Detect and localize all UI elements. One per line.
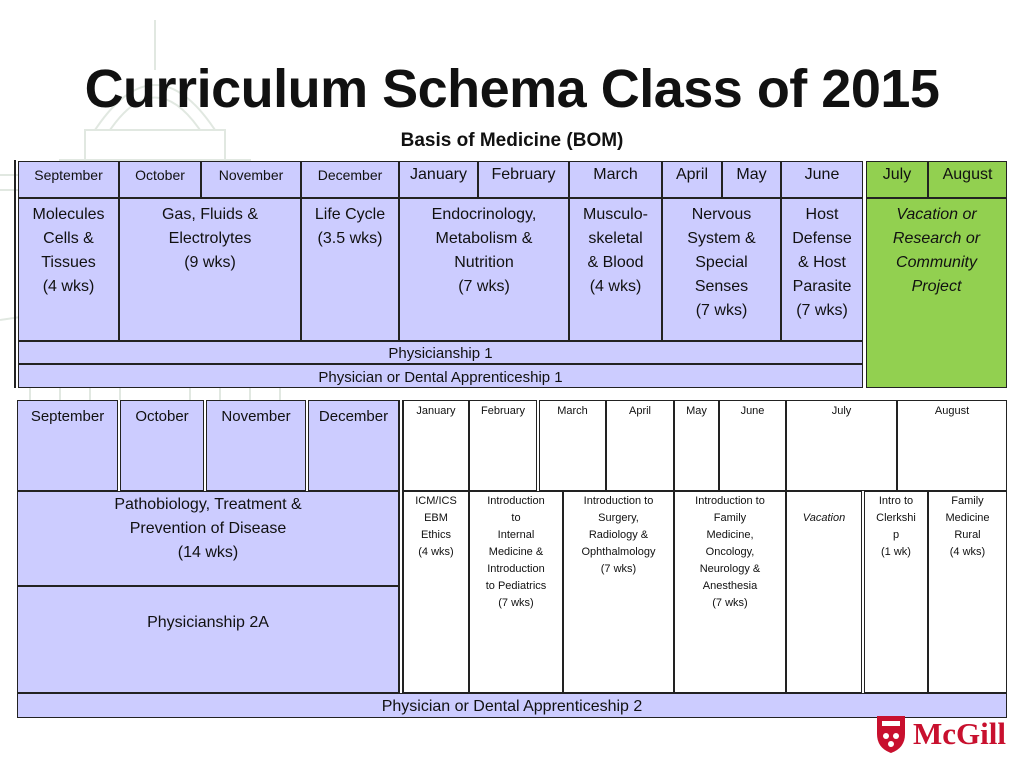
y1-month-april: April bbox=[662, 161, 722, 198]
y1-month-july: July bbox=[866, 161, 928, 198]
y2-course-intro-clerkship: Intro to Clerkshi p (1 wk) bbox=[864, 491, 928, 693]
y2-course-surgery: Introduction to Surgery, Radiology & Ophthalmology (7 wks) bbox=[563, 491, 674, 693]
y1-course-gas-fluids: Gas, Fluids & Electrolytes (9 wks) bbox=[119, 198, 301, 341]
y1-month-january: January bbox=[399, 161, 478, 198]
y1-physicianship: Physicianship 1 bbox=[18, 341, 863, 364]
y2-month-october: October bbox=[120, 400, 204, 491]
y1-month-december: December bbox=[301, 161, 399, 198]
y2-month-december: December bbox=[308, 400, 399, 491]
y1-month-november: November bbox=[201, 161, 301, 198]
y2-month-may: May bbox=[674, 400, 719, 491]
y1-month-october: October bbox=[119, 161, 201, 198]
y1-apprenticeship: Physician or Dental Apprenticeship 1 bbox=[18, 364, 863, 388]
y1-month-september: September bbox=[18, 161, 119, 198]
y1-course-nervous-system: Nervous System & Special Senses (7 wks) bbox=[662, 198, 781, 341]
y1-month-march: March bbox=[569, 161, 662, 198]
y2-month-june: June bbox=[719, 400, 786, 491]
y2-course-family-medicine: Introduction to Family Medicine, Oncology, Neurology & Anesthesia (7 wks) bbox=[674, 491, 786, 693]
mcgill-logo bbox=[875, 712, 1006, 756]
y2-physicianship-2a: Physicianship 2A bbox=[17, 586, 399, 693]
y1-month-may: May bbox=[722, 161, 781, 198]
y1-month-february: February bbox=[478, 161, 569, 198]
y2-pathobiology: Pathobiology, Treatment & Prevention of Disease (14 wks) bbox=[17, 491, 399, 586]
y1-month-august: August bbox=[928, 161, 1007, 198]
y1-vacation-research: Vacation or Research or Community Project bbox=[866, 198, 1007, 388]
y1-course-endocrinology: Endocrinology, Metabolism & Nutrition (7 wks) bbox=[399, 198, 569, 341]
y2-month-july: July bbox=[786, 400, 897, 491]
y1-course-molecules: Molecules Cells & Tissues (4 wks) bbox=[18, 198, 119, 341]
y2-apprenticeship: Physician or Dental Apprenticeship 2 bbox=[17, 693, 1007, 718]
y2-course-family-medicine-rural: Family Medicine Rural (4 wks) bbox=[928, 491, 1007, 693]
year2-center-divider bbox=[399, 400, 403, 693]
mcgill-crest-icon bbox=[875, 714, 907, 754]
year1-left-border bbox=[14, 160, 16, 388]
y2-month-february: February bbox=[469, 400, 537, 491]
y2-month-september: September bbox=[17, 400, 118, 491]
y2-month-march: March bbox=[539, 400, 606, 491]
y2-month-april: April bbox=[606, 400, 674, 491]
mcgill-wordmark: McGill bbox=[913, 716, 1006, 751]
y2-course-icm-ics: ICM/ICS EBM Ethics (4 wks) bbox=[403, 491, 469, 693]
y1-course-host-defense: Host Defense & Host Parasite (7 wks) bbox=[781, 198, 863, 341]
y2-course-internal-medicine: Introduction to Internal Medicine & Introduction to Pediatrics (7 wks) bbox=[469, 491, 563, 693]
y2-month-january: January bbox=[403, 400, 469, 491]
y2-month-november: November bbox=[206, 400, 306, 491]
y2-vacation: Vacation bbox=[786, 491, 862, 693]
slide-subtitle: Basis of Medicine (BOM) bbox=[400, 130, 624, 151]
y1-course-musculoskeletal: Musculo- skeletal & Blood (4 wks) bbox=[569, 198, 662, 341]
slide-title: Curriculum Schema Class of 2015 bbox=[84, 59, 940, 119]
y2-month-august: August bbox=[897, 400, 1007, 491]
y1-month-june: June bbox=[781, 161, 863, 198]
y1-course-life-cycle: Life Cycle (3.5 wks) bbox=[301, 198, 399, 341]
